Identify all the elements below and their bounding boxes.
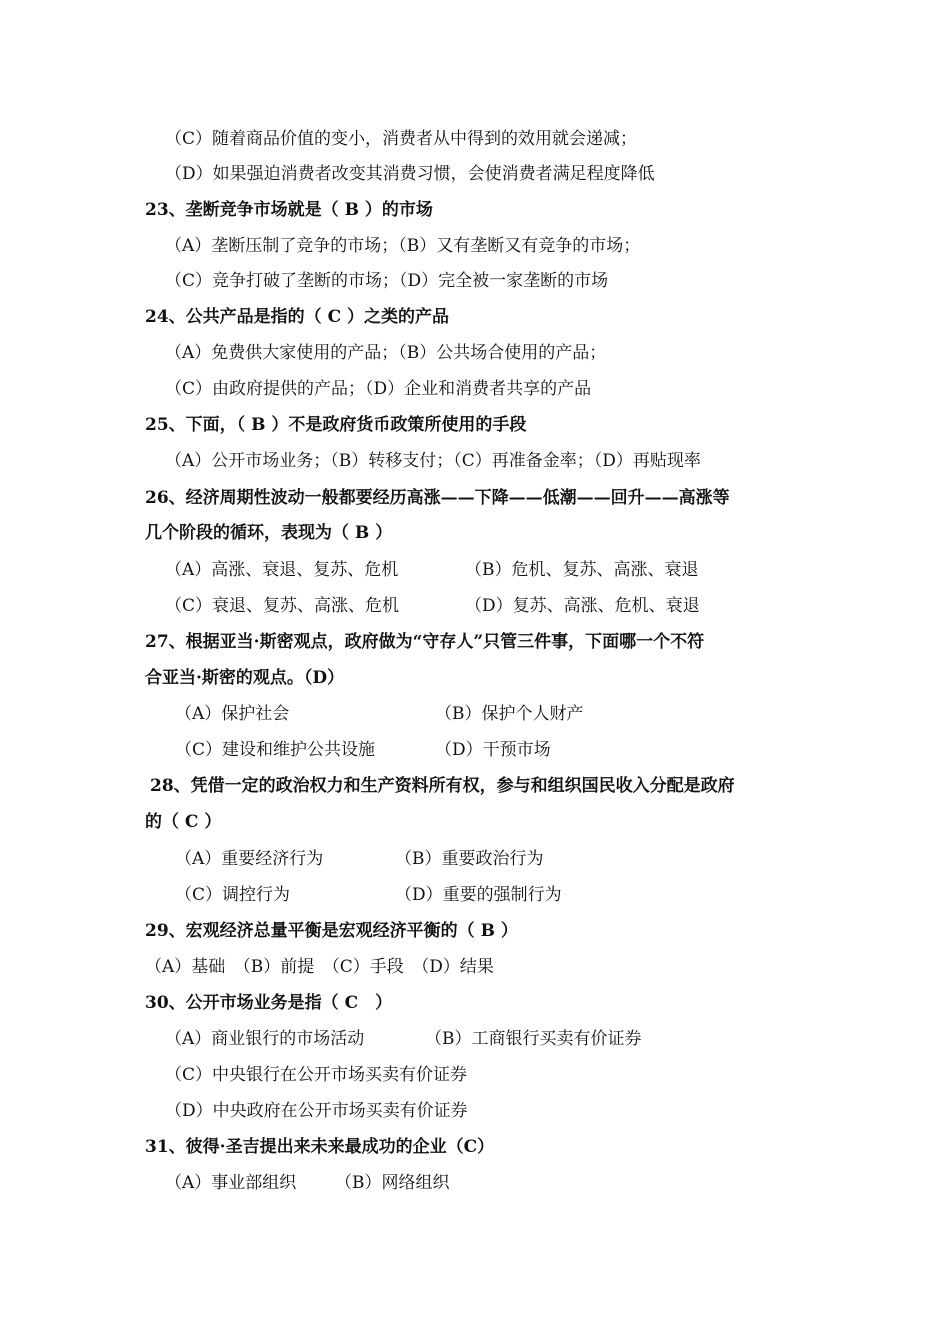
option-c: （C）衰退、复苏、高涨、危机 [165,596,400,616]
question-stem: 24、公共产品是指的（ C ）之类的产品 [145,307,450,327]
option-d: （D）重要的强制行为 [395,885,562,905]
option-line: （A）基础 （B）前提 （C）手段 （D）结果 [145,957,494,977]
option-line: （D）如果强迫消费者改变其消费习惯，会使消费者满足程度降低 [165,164,655,184]
option-b: （B）保护个人财产 [435,704,584,724]
question-stem: 29、宏观经济总量平衡是宏观经济平衡的（ B ） [145,921,518,941]
option-b: （B）重要政治行为 [395,849,544,869]
question-stem: 31、彼得·圣吉提出来未来最成功的企业（C） [145,1137,495,1157]
option-d: （D）干预市场 [435,740,551,760]
option-line: （C）由政府提供的产品；（D）企业和消费者共享的产品 [165,379,592,399]
option-line: （A）免费供大家使用的产品；（B）公共场合使用的产品； [165,343,607,363]
question-stem: 30、公开市场业务是指（ C ） [145,993,393,1013]
question-stem: 27、根据亚当·斯密观点，政府做为“守存人”只管三件事，下面哪一个不符 [145,632,705,652]
option-line: （C）竞争打破了垄断的市场；（D）完全被一家垄断的市场 [165,271,609,291]
option-c: （C）中央银行在公开市场买卖有价证券 [165,1065,468,1085]
option-c: （C）建设和维护公共设施 [175,740,376,760]
option-d: （D）复苏、高涨、危机、衰退 [465,596,700,616]
option-a: （A）高涨、衰退、复苏、危机 [165,560,399,580]
question-stem: 23、垄断竞争市场就是（ B ）的市场 [145,200,433,220]
option-d: （D）中央政府在公开市场买卖有价证券 [165,1101,468,1121]
question-stem: 26、经济周期性波动一般都要经历高涨——下降——低潮——回升——高涨等 [145,488,730,508]
question-stem-continued: 几个阶段的循环，表现为（ B ） [145,523,393,543]
option-b: （B）工商银行买卖有价证券 [425,1029,642,1049]
option-b: （B）危机、复苏、高涨、衰退 [465,560,699,580]
question-stem-continued: 的（ C ） [145,812,222,832]
option-line: （A）垄断压制了竞争的市场；（B）又有垄断又有竞争的市场； [165,236,641,256]
question-stem: 28、凭借一定的政治权力和生产资料所有权，参与和组织国民收入分配是政府 [150,776,735,796]
option-a: （A）商业银行的市场活动 [165,1029,365,1049]
question-stem: 25、下面，（ B ）不是政府货币政策所使用的手段 [145,415,527,435]
option-line: （A）公开市场业务；（B）转移支付；（C）再准备金率；（D）再贴现率 [165,451,701,471]
option-c: （C）调控行为 [175,885,291,905]
question-stem-continued: 合亚当·斯密的观点。（D） [145,668,345,688]
option-line: （C）随着商品价值的变小，消费者从中得到的效用就会递减； [165,129,638,149]
option-a: （A）重要经济行为 [175,849,324,869]
option-b: （B）网络组织 [335,1173,450,1193]
option-a: （A）事业部组织 [165,1173,297,1193]
option-a: （A）保护社会 [175,704,290,724]
